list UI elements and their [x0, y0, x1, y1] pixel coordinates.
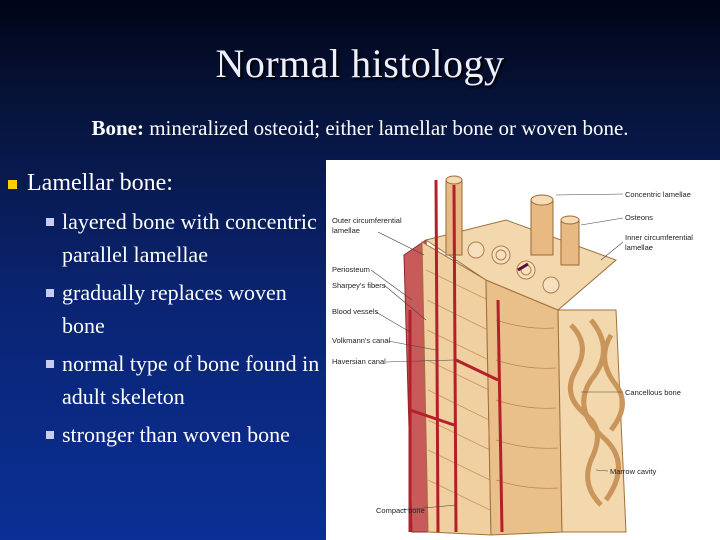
label-volkmanns-canal: Volkmann's canal: [332, 336, 391, 345]
sub-bullet-item: [46, 347, 326, 413]
label-periosteum: Periosteum: [332, 265, 370, 274]
label-blood-vessels: Blood vessels: [332, 307, 379, 316]
label-compact-bone: Compact bone: [376, 506, 425, 515]
label-outer-circumferential-1: Outer circumferential: [332, 216, 402, 225]
label-haversian-canal: Haversian canal: [332, 357, 386, 366]
square-bullet-icon: [46, 431, 54, 439]
label-inner-circumferential-2: lamellae: [625, 243, 653, 252]
bone-structure-figure: [326, 160, 720, 540]
label-concentric-lamellae: Concentric lamellae: [625, 190, 691, 199]
sub-bullet-item: [46, 276, 326, 342]
label-sharpeys-fibers: Sharpey's fibers: [332, 281, 386, 290]
bullet-heading-text: Lamellar bone:: [27, 170, 173, 196]
bone-diagram: [326, 160, 720, 540]
label-marrow-cavity: Marrow cavity: [610, 467, 657, 476]
label-osteons: Osteons: [625, 213, 653, 222]
square-bullet-icon: [8, 180, 17, 189]
square-bullet-icon: [46, 289, 54, 297]
subtitle-term: Bone:: [91, 116, 144, 140]
square-bullet-icon: [46, 218, 54, 226]
square-bullet-icon: [46, 360, 54, 368]
bullet-heading: [8, 170, 326, 197]
sub-bullet-list: [8, 205, 326, 451]
slide-title: Normal histology: [215, 41, 505, 86]
sub-bullet-item: [46, 418, 326, 451]
sub-bullet-text: gradually replaces woven bone: [62, 280, 287, 338]
slide-subtitle: [0, 116, 720, 141]
sub-bullet-item: [46, 205, 326, 271]
sub-bullet-text: stronger than woven bone: [62, 422, 290, 447]
bullet-list: [8, 170, 326, 456]
subtitle-definition: mineralized osteoid; either lamellar bone or woven bone.: [143, 116, 629, 140]
sub-bullet-text: normal type of bone found in adult skeleton: [62, 351, 320, 409]
label-outer-circumferential-2: lamellae: [332, 226, 360, 235]
label-inner-circumferential-1: Inner circumferential: [625, 233, 693, 242]
sub-bullet-text: layered bone with concentric parallel lamellae: [62, 209, 317, 267]
label-cancellous-bone: Cancellous bone: [625, 388, 681, 397]
